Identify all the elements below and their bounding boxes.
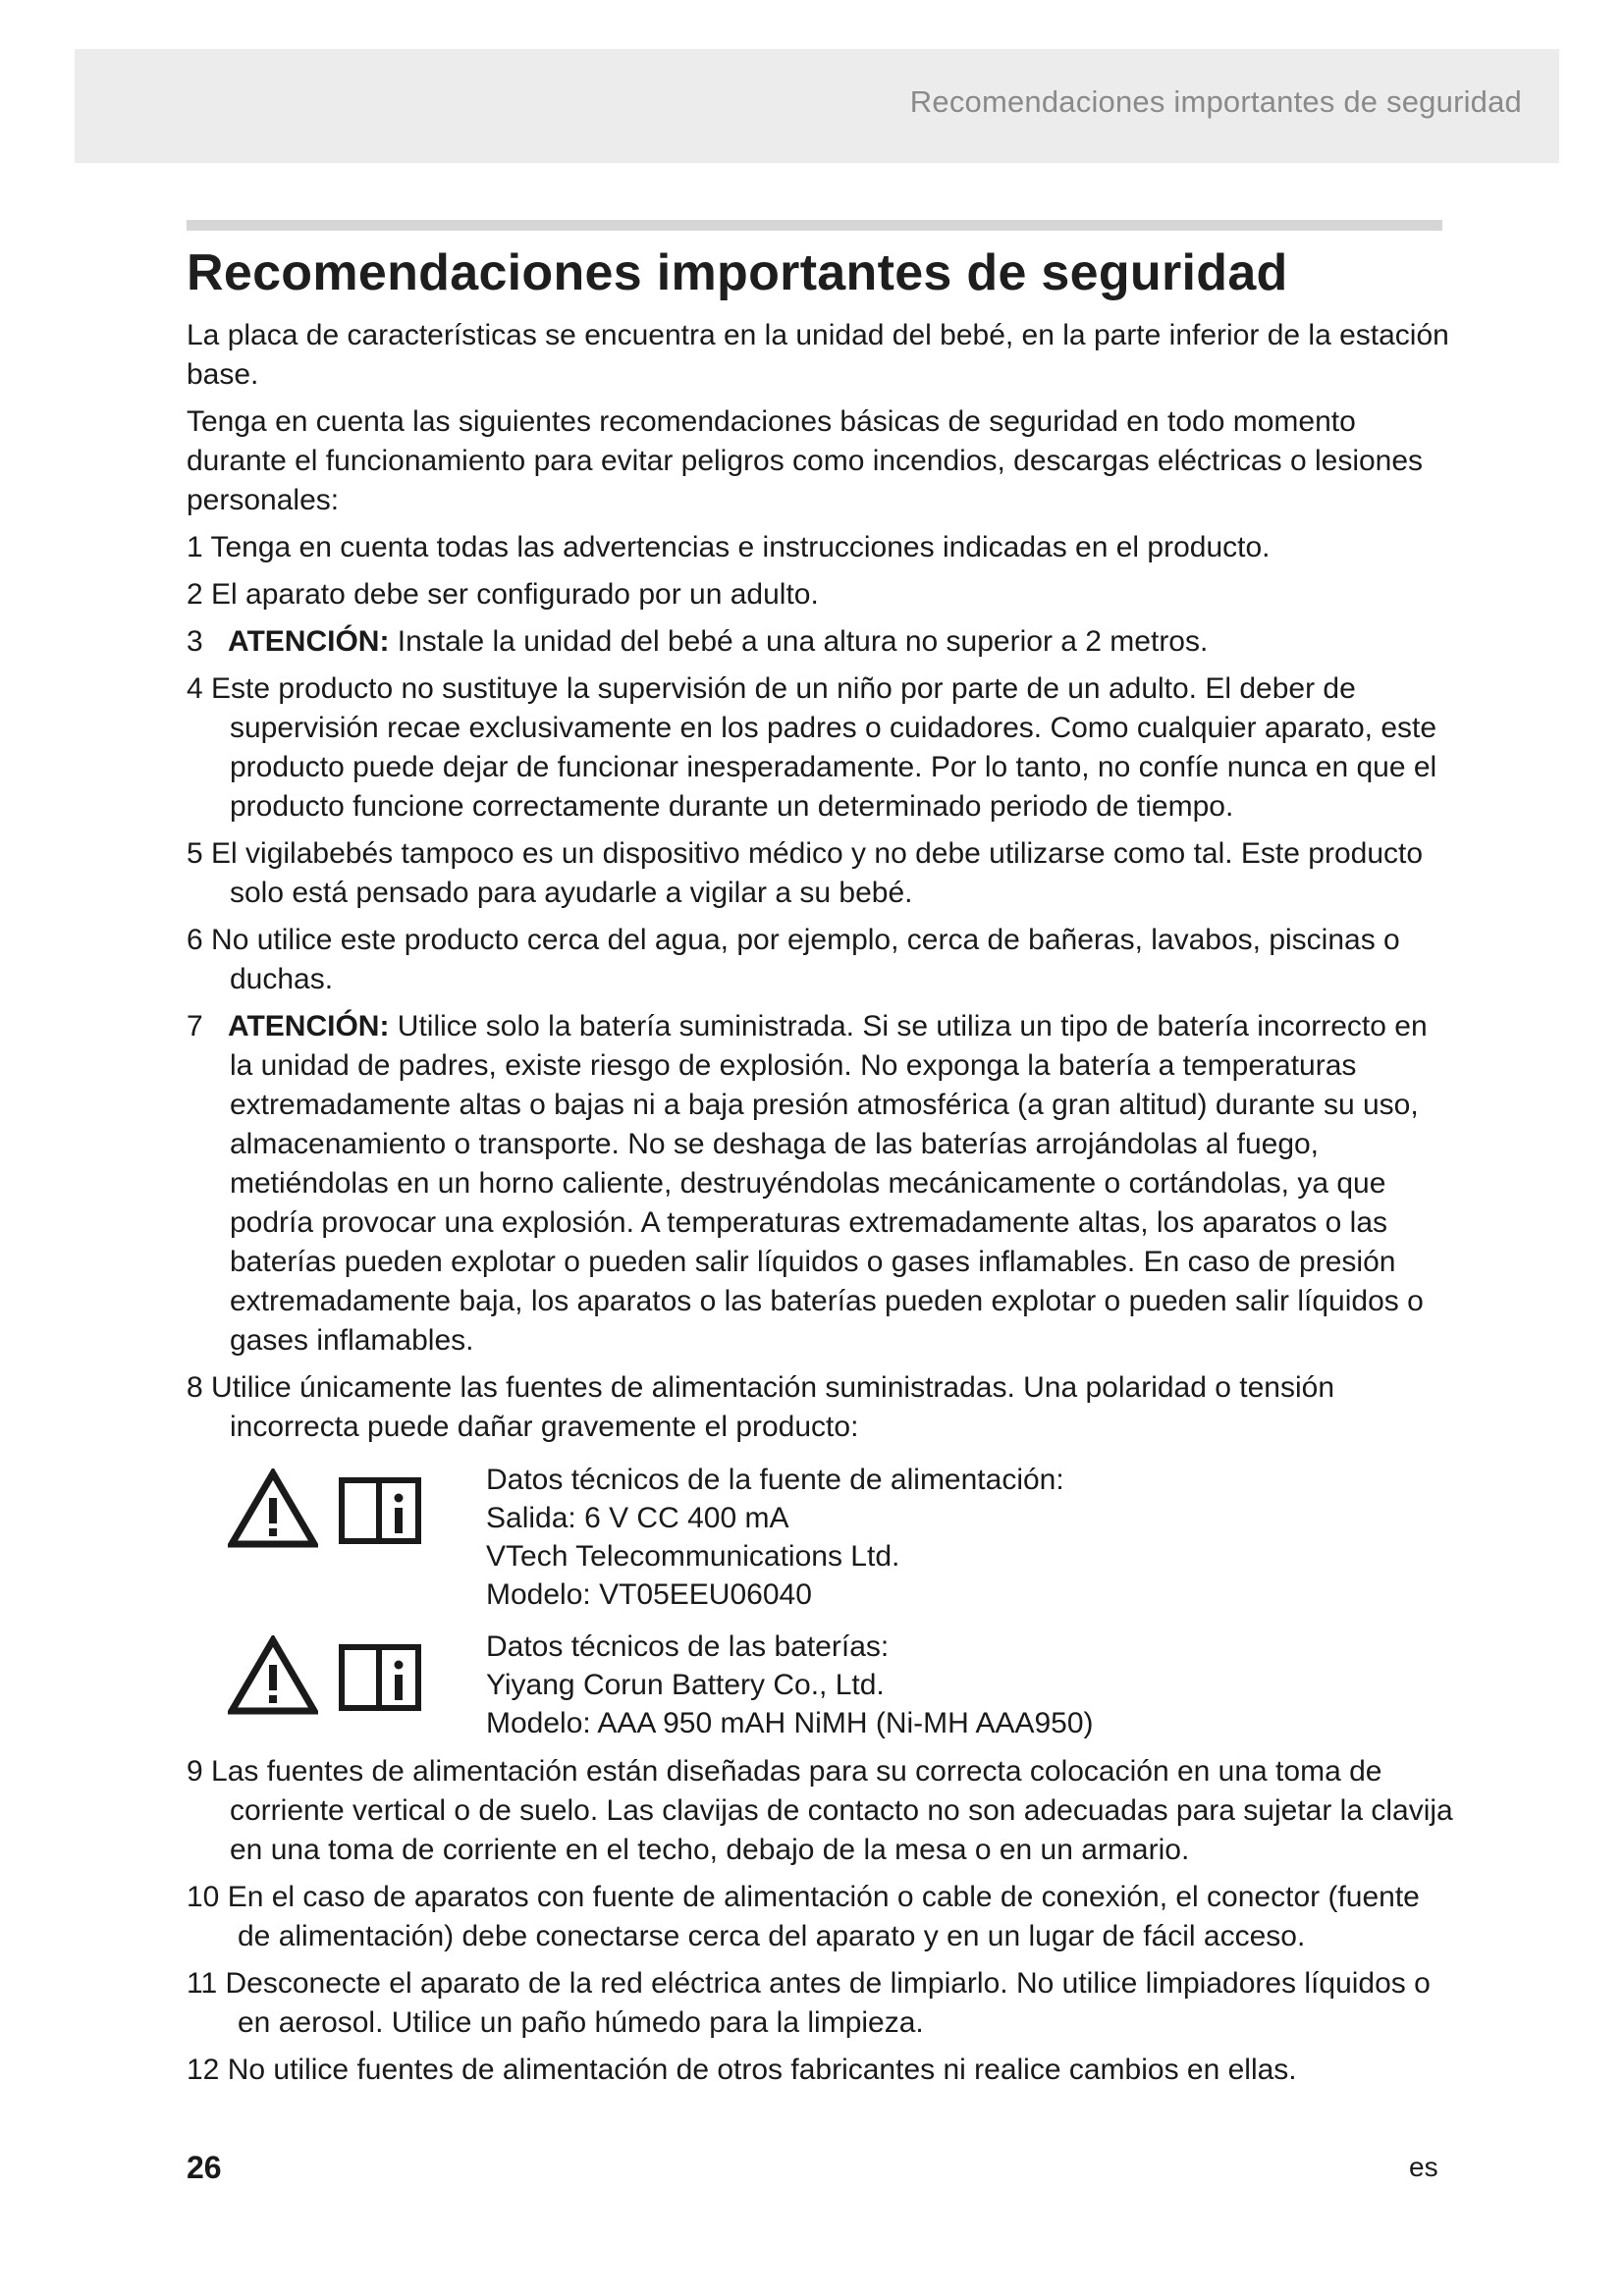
list-item: [187, 622, 1453, 662]
item-number: 4: [187, 672, 203, 705]
item-number: 5: [187, 837, 203, 870]
item-text: Utilice solo la batería suministrada. Si se utiliza un tipo de batería incorrecto en la unidad de padres, existe riesgo de explosión. No exponga la batería a temperaturas extremadamente altas o bajas ni a baja presión atmosférica (a gran altitud) durante su uso, almacenamiento o transporte. No se deshaga de las baterías arrojándolas al fuego, metiéndolas en un horno caliente, destruyéndolas mecánicamente o cortándolas, ya que podría provocar una explosión. A temperaturas extremadamente altas, los aparatos o las baterías pueden explotar o pueden salir líquidos o gases inflamables. En caso de presión extremadamente baja, los aparatos o las baterías pueden explotar o pueden salir líquidos o gases inflamables.: [230, 1010, 1428, 1357]
list-item: [187, 575, 1453, 614]
spec-line: Modelo: VT05EEU06040: [486, 1578, 812, 1611]
list-item: [187, 834, 1453, 913]
manual-info-icon: [334, 1468, 424, 1549]
page-number: 26: [187, 2150, 222, 2185]
spec-text: [486, 1628, 1094, 1742]
list-item: [187, 1752, 1453, 1870]
warning-icon: [228, 1635, 318, 1716]
item-text: El vigilabebés tampoco es un dispositivo médico y no debe utilizarse como tal. Este producto solo está pensado para ayudarle a vigilar a su bebé.: [211, 837, 1424, 909]
item-number: 7: [187, 1010, 203, 1042]
title-rule: [187, 220, 1442, 231]
list-item: [187, 2051, 1453, 2090]
item-text: No utilice este producto cerca del agua, por ejemplo, cerca de bañeras, lavabos, piscinas o duchas.: [211, 924, 1400, 995]
intro-paragraph: Tenga en cuenta las siguientes recomendaciones básicas de seguridad en todo momento durante el funcionamiento para evitar peligros como incendios, descargas eléctricas o lesiones personales:: [187, 405, 1424, 516]
item-number: 2: [187, 578, 203, 611]
spec-line: Yiyang Corun Battery Co., Ltd.: [486, 1669, 885, 1701]
list-item: [187, 921, 1453, 999]
spec-line: Salida: 6 V CC 400 mA: [486, 1502, 789, 1534]
intro-paragraph: La placa de características se encuentra en la unidad del bebé, en la parte inferior de la estación base.: [187, 319, 1449, 391]
running-header: [75, 49, 1559, 163]
list-item: [187, 669, 1453, 827]
spec-text: [486, 1461, 1064, 1614]
item-number: 8: [187, 1371, 203, 1404]
spec-icons: [187, 1628, 486, 1716]
manual-info-icon: [334, 1635, 424, 1716]
battery-specs: [187, 1628, 1453, 1742]
warning-icon: [228, 1468, 318, 1549]
item-number: 12: [187, 2054, 220, 2086]
item-text: Utilice únicamente las fuentes de alimentación suministradas. Una polaridad o tensión incorrecta puede dañar gravemente el producto:: [211, 1371, 1335, 1443]
spec-line: Modelo: AAA 950 mAH NiMH (Ni-MH AAA950): [486, 1707, 1094, 1739]
item-text: Instale la unidad del bebé a una altura no superior a 2 metros.: [397, 625, 1209, 658]
language-code: es: [1409, 2152, 1438, 2182]
power-supply-specs: [187, 1461, 1453, 1614]
item-number: 6: [187, 924, 203, 956]
spec-line: VTech Telecommunications Ltd.: [486, 1540, 900, 1573]
spec-icons: [187, 1461, 486, 1549]
list-item: [187, 1368, 1453, 1447]
spec-line: Datos técnicos de las baterías:: [486, 1630, 890, 1663]
item-text: En el caso de aparatos con fuente de alimentación o cable de conexión, el conector (fuente de alimentación) debe conectarse cerca del aparato y en un lugar de fácil acceso.: [227, 1881, 1420, 1952]
running-header-title: Recomendaciones importantes de seguridad: [909, 84, 1522, 119]
attention-label: ATENCIÓN:: [228, 625, 390, 658]
list-item: [187, 1007, 1453, 1361]
item-text: Desconecte el aparato de la red eléctrica antes de limpiarlo. No utilice limpiadores líquidos o en aerosol. Utilice un paño húmedo para la limpieza.: [225, 1967, 1431, 2039]
item-number: 10: [187, 1881, 220, 1913]
page-title: Recomendaciones importantes de seguridad: [187, 244, 1288, 301]
item-text: No utilice fuentes de alimentación de otros fabricantes ni realice cambios en ellas.: [227, 2054, 1297, 2086]
item-text: El aparato debe ser configurado por un adulto.: [211, 578, 819, 611]
item-text: Este producto no sustituye la supervisión de un niño por parte de un adulto. El deber de supervisión recae exclusivamente en los padres o cuidadores. Como cualquier aparato, este producto puede dejar de funcionar inesperadamente. Por lo tanto, no confíe nunca en que el producto funcione correctamente durante un determinado periodo de tiempo.: [211, 672, 1437, 823]
item-text: Tenga en cuenta todas las advertencias e instrucciones indicadas en el producto.: [210, 531, 1271, 563]
list-item: [187, 1878, 1453, 1956]
list-item: [187, 528, 1453, 567]
item-text: Las fuentes de alimentación están diseñadas para su correcta colocación en una toma de corriente vertical o de suelo. Las clavijas de contacto no son adecuadas para sujetar la clavija en una toma de corriente en el techo, debajo de la mesa o en un armario.: [211, 1755, 1453, 1866]
attention-label: ATENCIÓN:: [228, 1010, 390, 1042]
spec-line: Datos técnicos de la fuente de alimentación:: [486, 1464, 1064, 1496]
item-number: 3: [187, 625, 203, 658]
main-content: [187, 316, 1453, 2098]
list-item: [187, 1964, 1453, 2043]
item-number: 11: [187, 1967, 218, 2000]
item-number: 1: [187, 531, 203, 563]
item-number: 9: [187, 1755, 203, 1788]
